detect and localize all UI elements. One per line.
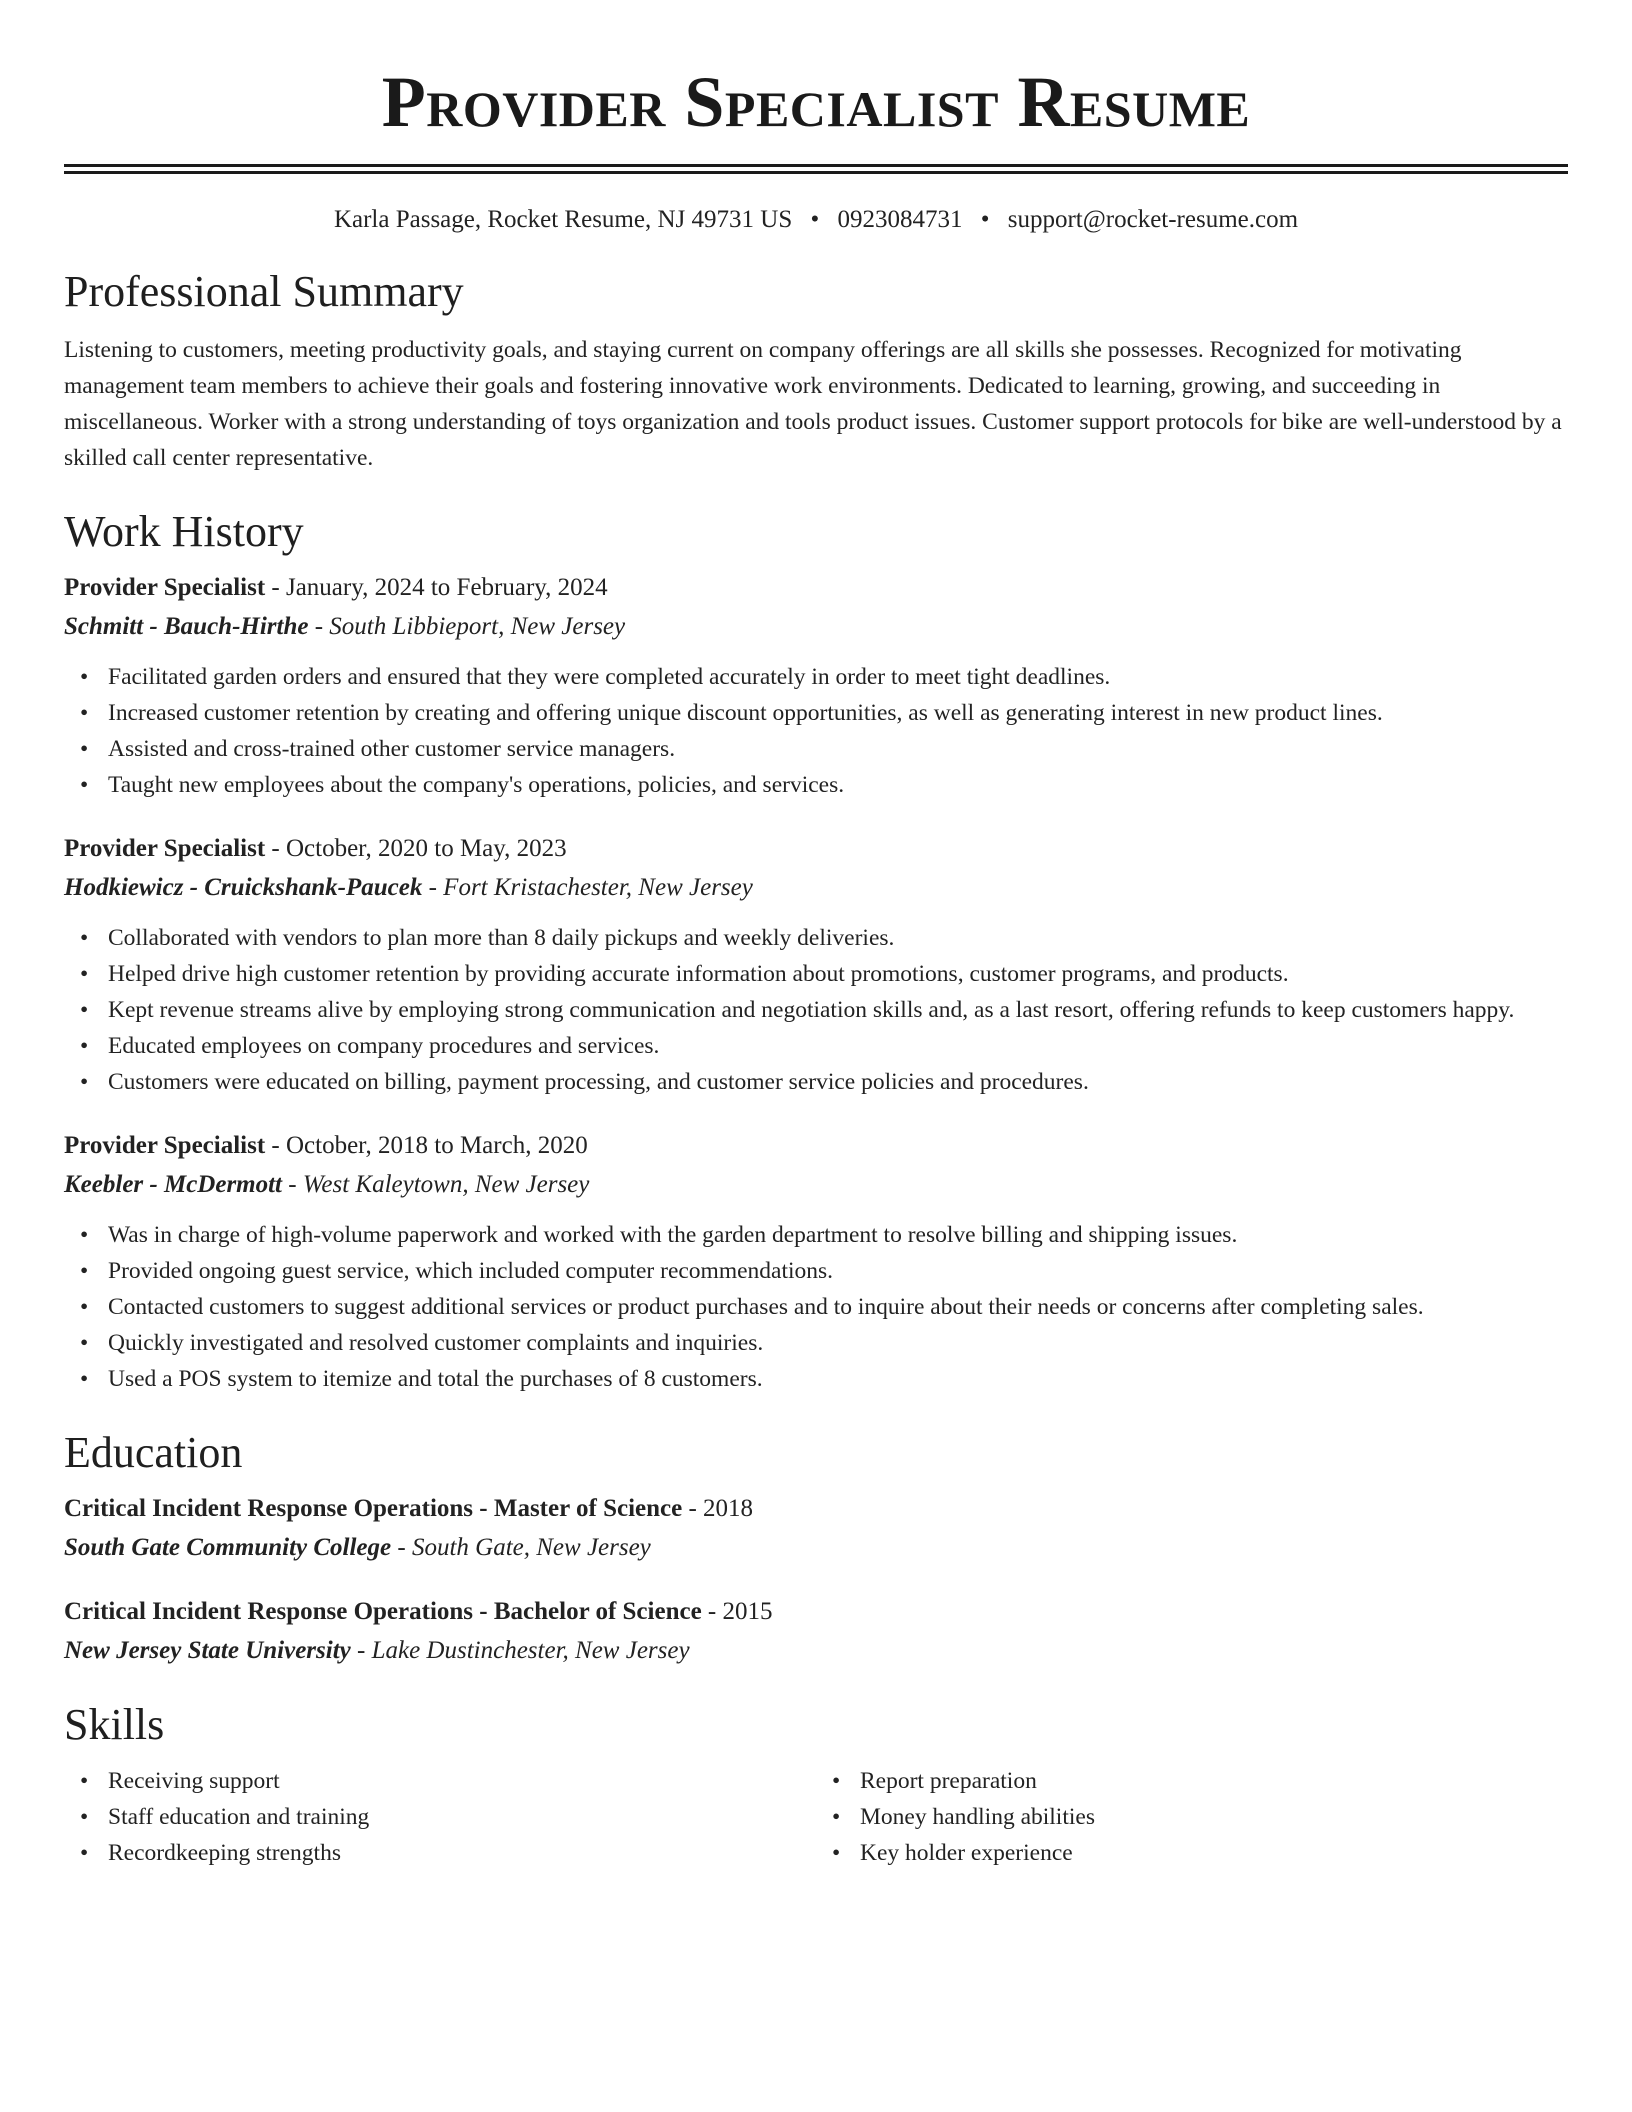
- list-item: • Increased customer retention by creating and offering unique discount opportunities, as well as generating interest in new product lines.: [108, 695, 1568, 731]
- job-entry: [64, 831, 1568, 1100]
- education-location: - South Gate, New Jersey: [391, 1534, 651, 1561]
- list-item: • Customers were educated on billing, payment processing, and customer service policies and procedures.: [108, 1064, 1568, 1100]
- list-item: • Assisted and cross-trained other customer service managers.: [108, 731, 1568, 767]
- job-company-line: [64, 609, 1568, 645]
- list-item: • Kept revenue streams alive by employing strong communication and negotiation skills and, as a last resort, offering refunds to keep customers happy.: [108, 992, 1568, 1028]
- skills-grid: [64, 1763, 1568, 1871]
- education-year: - 2018: [682, 1495, 754, 1522]
- list-item: • Facilitated garden orders and ensured that they were completed accurately in order to meet tight deadlines.: [108, 659, 1568, 695]
- summary-text: Listening to customers, meeting productivity goals, and staying current on company offerings are all skills she possesses. Recognized for motivating management team members to achieve their goals and fostering innovative work environments. Dedicated to learning, growing, and succeeding in miscellaneous. Worker with a strong understanding of toys organization and tools product issues. Customer support protocols for bike are well-understood by a skilled call center representative.: [64, 337, 1562, 471]
- job-entry: [64, 570, 1568, 803]
- list-item: • Used a POS system to itemize and total the purchases of 8 customers.: [108, 1361, 1568, 1397]
- education-degree: Critical Incident Response Operations - Bachelor of Science: [64, 1598, 702, 1625]
- resume-title: Provider Specialist Resume: [381, 62, 1251, 142]
- job-location: - Fort Kristachester, New Jersey: [422, 874, 753, 901]
- list-item: • Staff education and training: [108, 1799, 816, 1835]
- job-dates: - October, 2018 to March, 2020: [265, 1132, 588, 1159]
- job-bullets: [64, 1217, 1568, 1397]
- contact-address: Karla Passage, Rocket Resume, NJ 49731 US: [333, 206, 793, 233]
- job-dates: - January, 2024 to February, 2024: [265, 574, 608, 601]
- work-history-heading: Work History: [64, 507, 304, 556]
- education-location: - Lake Dustinchester, New Jersey: [350, 1637, 690, 1664]
- education-year: - 2015: [701, 1598, 773, 1625]
- education-school: South Gate Community College: [64, 1534, 392, 1561]
- education-degree-line: [64, 1594, 1568, 1630]
- education-school-line: [64, 1530, 1568, 1566]
- list-item: • Money handling abilities: [860, 1799, 1568, 1835]
- job-company: Schmitt - Bauch-Hirthe: [64, 613, 309, 640]
- list-item: • Was in charge of high-volume paperwork and worked with the garden department to resolve billing and shipping issues.: [108, 1217, 1568, 1253]
- education-entry: [64, 1491, 1568, 1566]
- education-entry: [64, 1594, 1568, 1669]
- list-item: • Provided ongoing guest service, which included computer recommendations.: [108, 1253, 1568, 1289]
- skills-heading: Skills: [64, 1700, 165, 1749]
- job-bullets: [64, 659, 1568, 803]
- list-item: • Helped drive high customer retention by providing accurate information about promotions, customer programs, and products.: [108, 956, 1568, 992]
- job-company: Keebler - McDermott: [64, 1171, 283, 1198]
- job-company: Hodkiewicz - Cruickshank-Paucek: [64, 874, 423, 901]
- list-item: • Collaborated with vendors to plan more than 8 daily pickups and weekly deliveries.: [108, 920, 1568, 956]
- skills-list-right: [816, 1763, 1568, 1871]
- job-title-line: [64, 570, 1568, 606]
- summary-heading: Professional Summary: [64, 267, 464, 316]
- job-title: Provider Specialist: [64, 1132, 266, 1159]
- education-school-line: [64, 1633, 1568, 1669]
- title-double-rule: [64, 164, 1568, 174]
- skills-list-left: [64, 1763, 816, 1871]
- list-item: • Report preparation: [860, 1763, 1568, 1799]
- list-item: • Taught new employees about the company's operations, policies, and services.: [108, 767, 1568, 803]
- job-title: Provider Specialist: [64, 574, 266, 601]
- job-dates: - October, 2020 to May, 2023: [265, 835, 567, 862]
- contact-email: support@rocket-resume.com: [1007, 206, 1299, 233]
- education-degree-line: [64, 1491, 1568, 1527]
- list-item: • Contacted customers to suggest additional services or product purchases and to inquire about their needs or concerns after completing sales.: [108, 1289, 1568, 1325]
- job-bullets: [64, 920, 1568, 1100]
- education-school: New Jersey State University: [64, 1637, 351, 1664]
- job-title-line: [64, 831, 1568, 867]
- education-degree: Critical Incident Response Operations - Master of Science: [64, 1495, 683, 1522]
- list-item: • Educated employees on company procedures and services.: [108, 1028, 1568, 1064]
- contact-line: [64, 204, 1568, 236]
- job-company-line: [64, 870, 1568, 906]
- contact-separator: •: [810, 206, 820, 233]
- education-heading: Education: [64, 1428, 243, 1477]
- job-location: - South Libbieport, New Jersey: [308, 613, 626, 640]
- list-item: • Quickly investigated and resolved customer complaints and inquiries.: [108, 1325, 1568, 1361]
- contact-separator: •: [980, 206, 990, 233]
- list-item: • Recordkeeping strengths: [108, 1835, 816, 1871]
- job-title-line: [64, 1128, 1568, 1164]
- list-item: • Receiving support: [108, 1763, 816, 1799]
- job-company-line: [64, 1167, 1568, 1203]
- contact-phone: 0923084731: [837, 206, 963, 233]
- job-location: - West Kaleytown, New Jersey: [282, 1171, 590, 1198]
- job-title: Provider Specialist: [64, 835, 266, 862]
- job-entry: [64, 1128, 1568, 1397]
- list-item: • Key holder experience: [860, 1835, 1568, 1871]
